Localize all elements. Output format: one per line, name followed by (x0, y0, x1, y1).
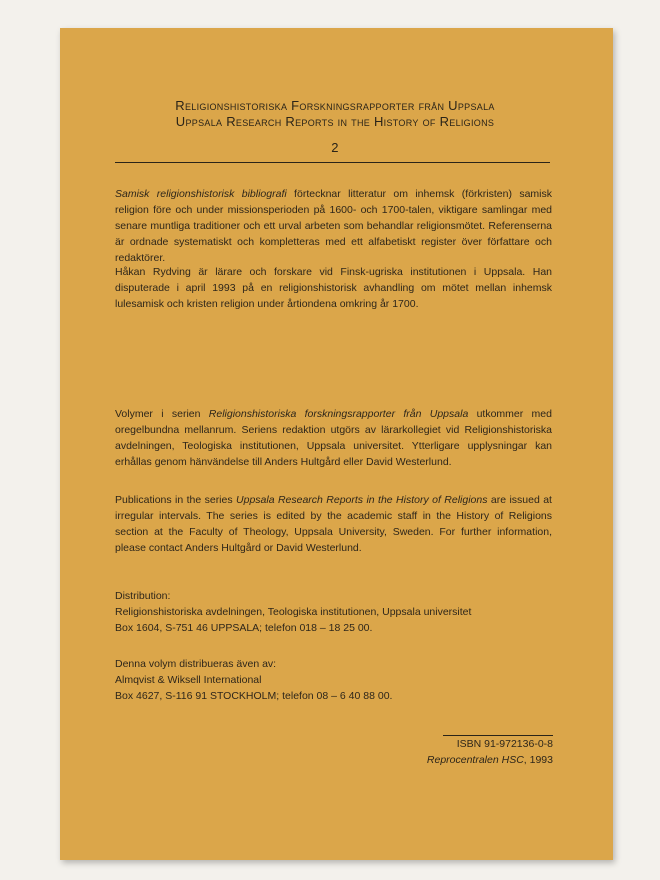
distribution2-line1: Almqvist & Wiksell International (115, 674, 262, 686)
description-text: förtecknar litteratur om inhemsk (förkristen) samisk religion före och under missionsperioden på 1600- och 1700-talen, viktigare samlingar med senare muntliga traditioner och ett urval arbeten som behandlar religionsmötet. Referenserna är ordnade systematiskt och kompletteras med ett alfabetiskt register över författare och redaktörer. (115, 188, 552, 264)
printer-credit (427, 754, 553, 766)
series-info-english (115, 492, 552, 556)
printer-year: , 1993 (523, 754, 553, 766)
book-title: Samisk religionshistorisk bibliografi (115, 188, 287, 200)
series-header (120, 98, 550, 155)
series-info-sv-pre: Volymer i serien (115, 408, 209, 420)
series-info-en-name: Uppsala Research Reports in the History of Religions (236, 494, 488, 506)
series-info-en-post: are issued at irregular intervals. The series is edited by the academic staff in the History of Religions section at the Faculty of Theology, Uppsala University, Sweden. For further information, please contact Anders Hultgård or David Westerlund. (115, 494, 552, 554)
series-title-swedish: Religionshistoriska Forskningsrapporter från Uppsala (175, 98, 495, 113)
author-paragraph (115, 264, 552, 312)
author-text: Håkan Rydving är lärare och forskare vid Finsk-ugriska institutionen i Uppsala. Han disputerade i april 1993 på en religionshistorisk avhandling om mötet mellan inhemsk lulesamisk och kristen religion under årtiondena omkring år 1700. (115, 266, 552, 310)
distribution-label: Distribution: (115, 590, 171, 602)
distribution-line1: Religionshistoriska avdelningen, Teologiska institutionen, Uppsala universitet (115, 606, 472, 618)
book-back-cover (60, 28, 613, 860)
distribution-line2: Box 1604, S-751 46 UPPSALA; telefon 018 – 18 25 00. (115, 622, 373, 634)
header-rule (115, 162, 550, 163)
series-info-sv-name: Religionshistoriska forskningsrapporter från Uppsala (208, 408, 469, 420)
printer-name: Reprocentralen HSC (426, 754, 524, 766)
series-info-en-pre: Publications in the series (115, 494, 237, 506)
series-info-swedish (115, 406, 552, 470)
volume-number: 2 (331, 140, 339, 155)
distribution2-label: Denna volym distribueras även av: (115, 658, 277, 670)
distribution2-line2: Box 4627, S-116 91 STOCKHOLM; telefon 08 – 6 40 88 00. (115, 690, 393, 702)
series-info-sv-post: utkommer med oregelbundna mellanrum. Seriens redaktion utgörs av lärarkollegiet vid Religionshistoriska avdelningen, Teologiska institutionen, Uppsala universitet. Ytterligare upplysningar kan erhållas genom hänvändelse till Anders Hultgård eller David Westerlund. (115, 408, 552, 468)
description-paragraph (115, 186, 552, 266)
series-title-english: Uppsala Research Reports in the History of Religions (175, 114, 495, 129)
isbn: ISBN 91-972136-0-8 (443, 735, 553, 750)
distribution-block (115, 588, 552, 636)
distribution-block-secondary (115, 656, 552, 704)
